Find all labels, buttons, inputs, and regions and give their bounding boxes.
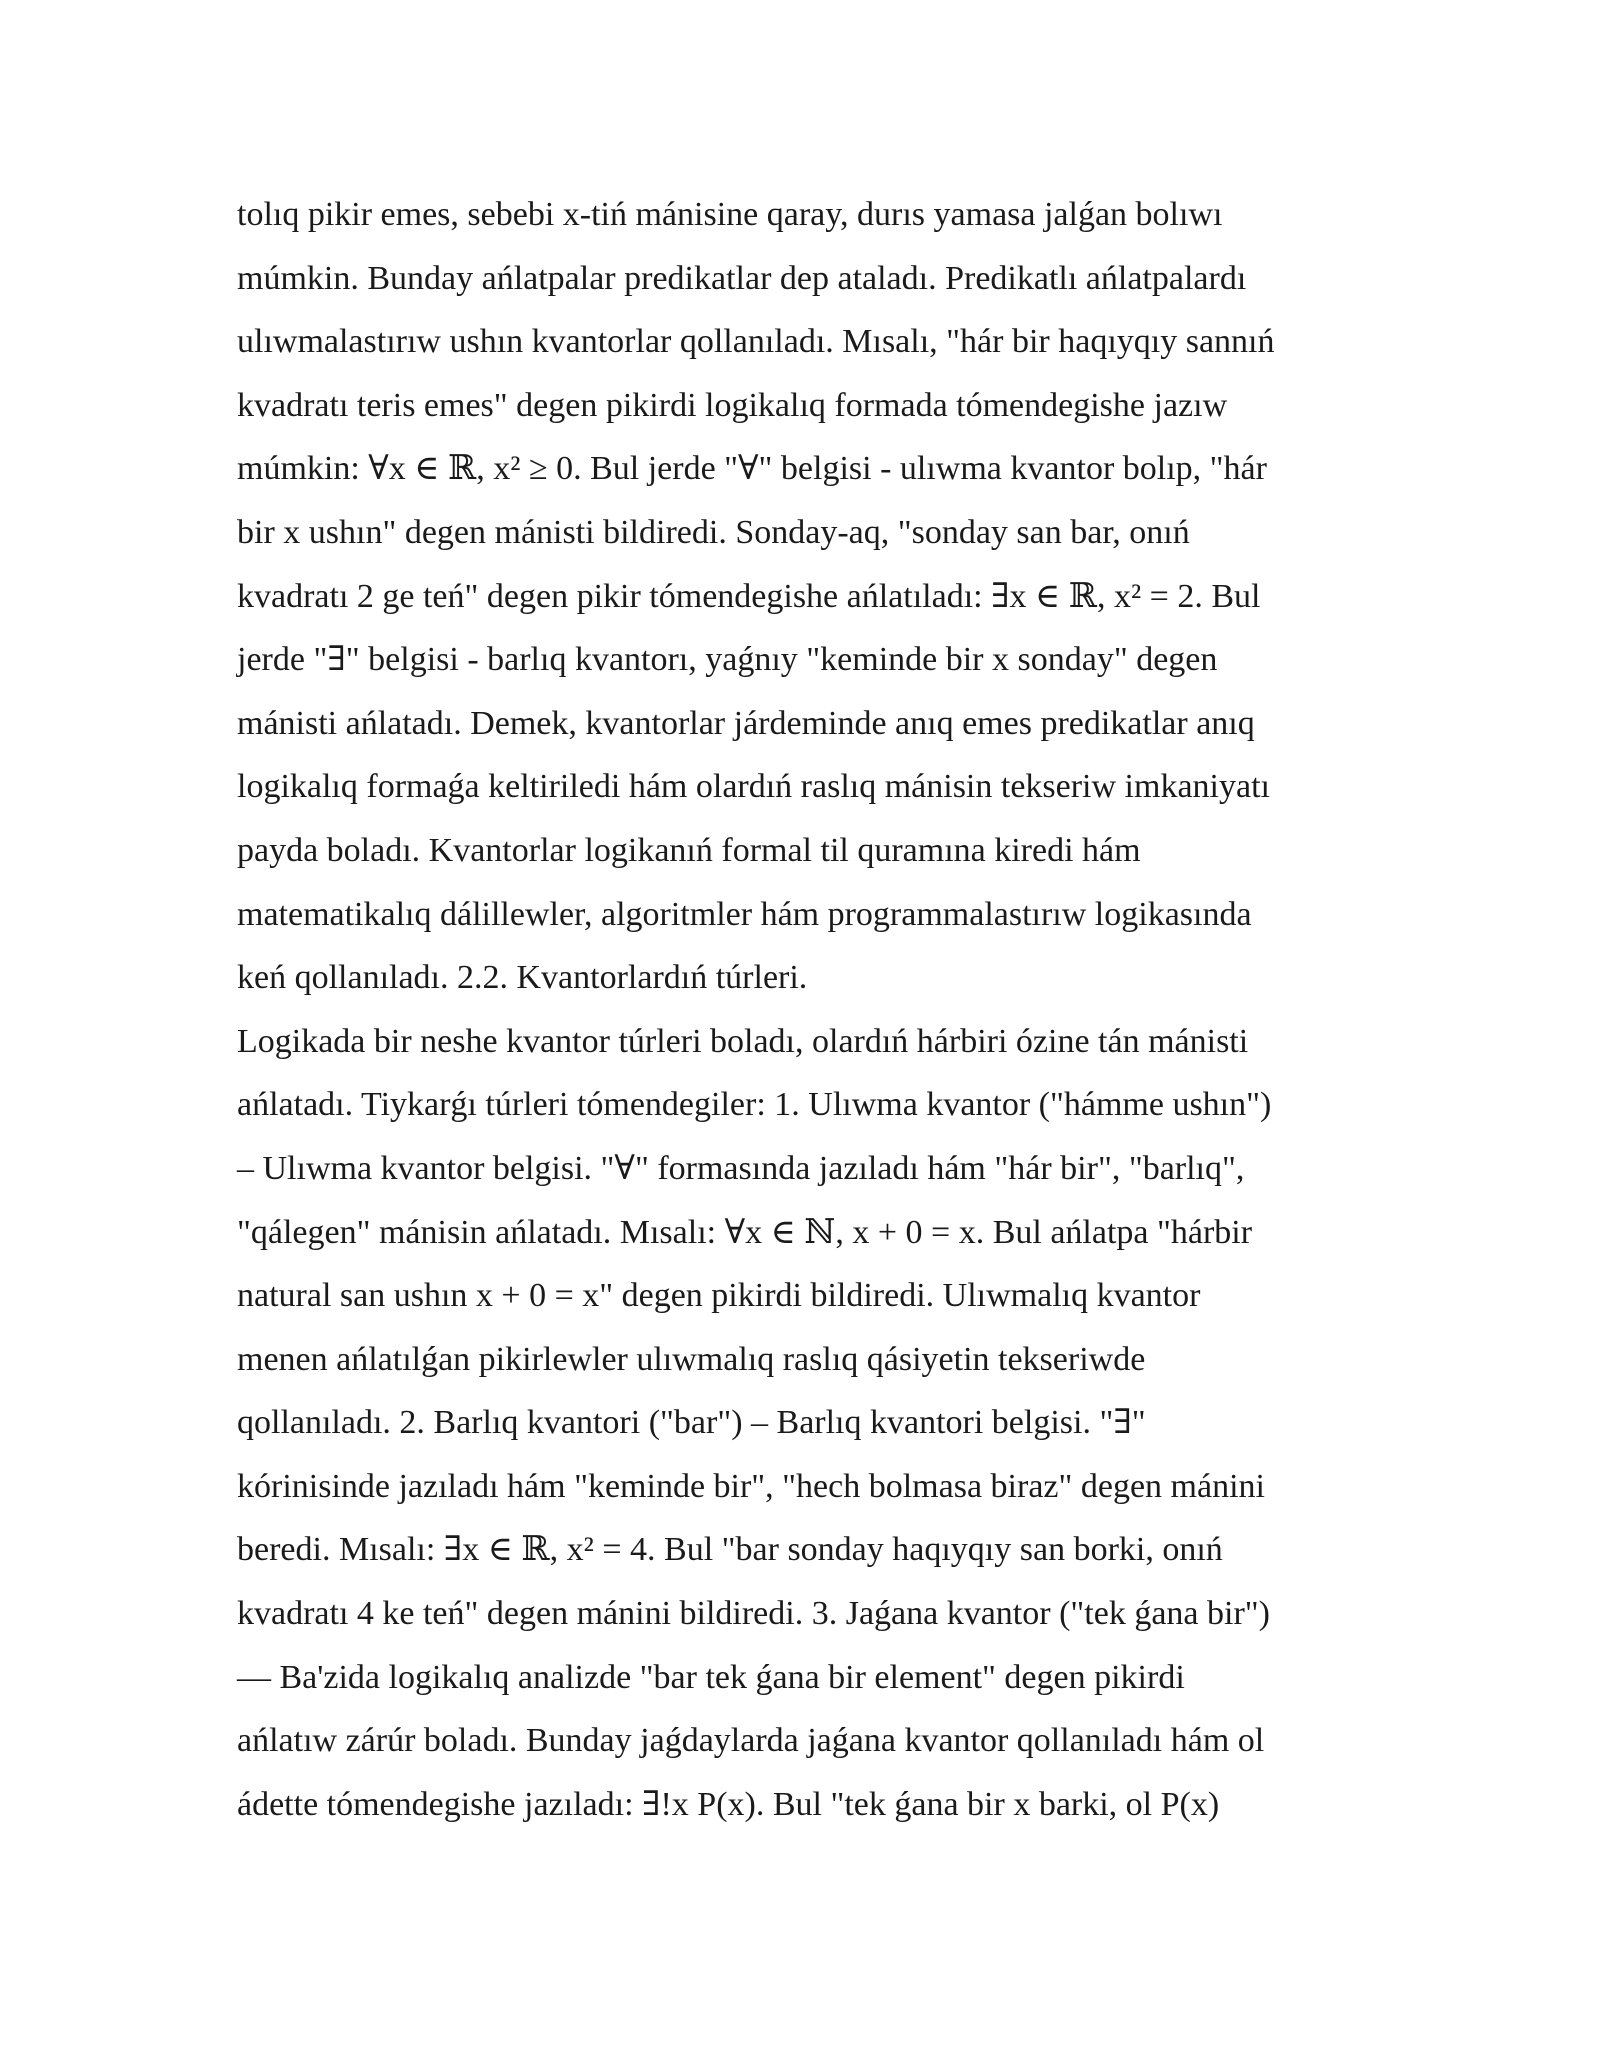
text-line: – Ulıwma kvantor belgisi. "∀" formasında jazıladı hám "hár bir", "barlıq", bbox=[237, 1149, 1245, 1187]
text-line: natural san ushın x + 0 = x" degen pikirdi bildiredi. Ulıwmalıq kvantor bbox=[237, 1277, 1201, 1315]
text-line: beredi. Mısalı: ∃x ∈ ℝ, x² = 4. Bul "bar sonday haqıyqıy san borki, onıń bbox=[237, 1531, 1223, 1569]
text-line: menen ańlatılǵan pikirlewler ulıwmalıq raslıq qásiyetin tekseriwde bbox=[237, 1340, 1146, 1378]
text-line: Logikada bir neshe kvantor túrleri boladı, olardıń hárbiri ózine tán mánisti bbox=[237, 1022, 1249, 1060]
text-line: kvadratı 2 ge teń" degen pikir tómendegishe ańlatıladı: ∃x ∈ ℝ, x² = 2. Bul bbox=[237, 577, 1261, 615]
text-line: kvadratı teris emes" degen pikirdi logikalıq formada tómendegishe jazıw bbox=[237, 386, 1228, 424]
text-line: mánisti ańlatadı. Demek, kvantorlar járdeminde anıq emes predikatlar anıq bbox=[237, 704, 1255, 742]
body-text bbox=[237, 183, 1377, 1836]
text-line: keń qollanıladı. 2.2. Kvantorlardıń túrleri. bbox=[237, 959, 808, 997]
text-line: ádette tómendegishe jazıladı: ∃!x P(x). Bul "tek ǵana bir x barki, ol P(x) bbox=[237, 1785, 1220, 1823]
text-line: qollanıladı. 2. Barlıq kvantori ("bar") – Barlıq kvantori belgisi. "∃" bbox=[237, 1404, 1146, 1442]
text-line: ańlatıw zárúr boladı. Bunday jaǵdaylarda jaǵana kvantor qollanıladı hám ol bbox=[237, 1722, 1265, 1760]
text-line: "qálegen" mánisin ańlatadı. Mısalı: ∀x ∈ ℕ, x + 0 = x. Bul ańlatpa "hárbir bbox=[237, 1213, 1253, 1251]
text-line: matematikalıq dálillewler, algoritmler hám programmalastırıw logikasında bbox=[237, 895, 1252, 933]
text-line: jerde "∃" belgisi - barlıq kvantorı, yaǵnıy "keminde bir x sonday" degen bbox=[237, 641, 1218, 679]
text-line: múmkin: ∀x ∈ ℝ, x² ≥ 0. Bul jerde "∀" belgisi - ulıwma kvantor bolıp, "hár bbox=[237, 450, 1267, 488]
text-line: múmkin. Bunday ańlatpalar predikatlar dep ataladı. Predikatlı ańlatpalardı bbox=[237, 259, 1247, 297]
text-line: ańlatadı. Tiykarǵı túrleri tómendegiler: 1. Ulıwma kvantor ("hámme ushın") bbox=[237, 1086, 1272, 1124]
text-line: logikalıq formaǵa keltiriledi hám olardıń raslıq mánisin tekseriw imkaniyatı bbox=[237, 768, 1270, 806]
text-line: kvadratı 4 ke teń" degen mánini bildiredi. 3. Jaǵana kvantor ("tek ǵana bir") bbox=[237, 1595, 1270, 1633]
text-line: ulıwmalastırıw ushın kvantorlar qollanıladı. Mısalı, "hár bir haqıyqıy sannıń bbox=[237, 323, 1275, 361]
text-line: — Ba'zida logikalıq analizde "bar tek ǵana bir element" degen pikirdi bbox=[237, 1658, 1185, 1696]
text-line: kórinisinde jazıladı hám "keminde bir", "hech bolmasa biraz" degen mánini bbox=[237, 1467, 1265, 1505]
text-line: tolıq pikir emes, sebebi x-tiń mánisine qaray, durıs yamasa jalǵan bolıwı bbox=[237, 196, 1223, 233]
text-line: payda boladı. Kvantorlar logikanıń formal til quramına kiredi hám bbox=[237, 831, 1141, 869]
text-line: bir x ushın" degen mánisti bildiredi. Sonday-aq, "sonday san bar, onıń bbox=[237, 513, 1190, 551]
